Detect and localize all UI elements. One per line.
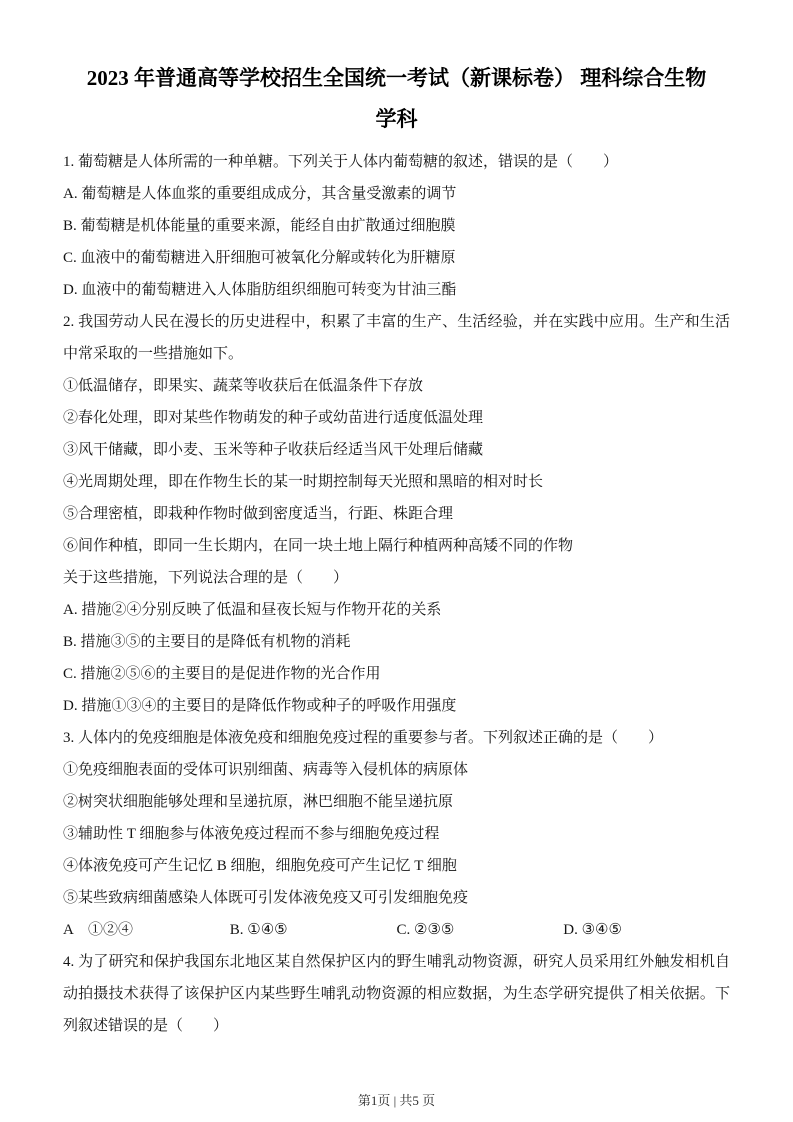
question-2-stem: 2. 我国劳动人民在漫长的历史进程中，积累了丰富的生产、生活经验，并在实践中应用。生产和生活中常采取的一些措施如下。: [63, 314, 730, 362]
question-1-option-a: A. 葡萄糖是人体血浆的重要组成成分，其含量受激素的调节: [63, 186, 457, 202]
question-1-stem: 1. 葡萄糖是人体所需的一种单糖。下列关于人体内葡萄糖的叙述，错误的是（ ）: [63, 154, 619, 170]
question-2-measure-6: ⑥间作种植，即同一生长期内，在同一块土地上隔行种植两种高矮不同的作物: [63, 538, 574, 554]
question-2-measure-5: ⑤合理密植，即栽种作物时做到密度适当，行距、株距合理: [63, 506, 454, 522]
page-number-text: 第1页 | 共5 页: [357, 1093, 436, 1108]
question-3-stem: 3. 人体内的免疫细胞是体液免疫和细胞免疫过程的重要参与者。下列叙述正确的是（ ）: [63, 730, 664, 746]
question-2-prompt: 关于这些措施，下列说法合理的是（ ）: [63, 570, 349, 586]
question-2-measure-2: ②春化处理，即对某些作物萌发的种子或幼苗进行适度低温处理: [63, 410, 484, 426]
page-title: [48, 58, 745, 140]
page-title-line-2: 学科: [375, 107, 418, 131]
question-3-statement-3: ③辅助性 T 细胞参与体液免疫过程而不参与细胞免疫过程: [63, 826, 440, 842]
question-list: [63, 146, 730, 1042]
question-2-measure-4: ④光周期处理，即在作物生长的某一时期控制每天光照和黑暗的相对时长: [63, 474, 544, 490]
question-3-option-a: A ①②④: [63, 922, 134, 938]
question-1-option-c: C. 血液中的葡萄糖进入肝细胞可被氧化分解或转化为肝糖原: [63, 250, 456, 266]
question-2-measure-3: ③风干储藏，即小麦、玉米等种子收获后经适当风干处理后储藏: [63, 442, 484, 458]
question-2-option-c: C. 措施②⑤⑥的主要目的是促进作物的光合作用: [63, 666, 381, 682]
question-1-option-d: D. 血液中的葡萄糖进入人体脂肪组织细胞可转变为甘油三酯: [63, 282, 457, 298]
question-3-option-c: C. ②③⑤: [396, 922, 455, 938]
question-2-option-d: D. 措施①③④的主要目的是降低作物或种子的呼吸作用强度: [63, 698, 457, 714]
page-title-line-1: 2023 年普通高等学校招生全国统一考试（新课标卷） 理科综合生物: [86, 66, 707, 90]
question-3-statement-1: ①免疫细胞表面的受体可识别细菌、病毒等入侵机体的病原体: [63, 762, 469, 778]
question-2-option-a: A. 措施②④分别反映了低温和昼夜长短与作物开花的关系: [63, 602, 442, 618]
question-3-statement-4: ④体液免疫可产生记忆 B 细胞，细胞免疫可产生记忆 T 细胞: [63, 858, 457, 874]
question-3-statement-5: ⑤某些致病细菌感染人体既可引发体液免疫又可引发细胞免疫: [63, 890, 469, 906]
question-3-options-row: [63, 914, 730, 946]
page-footer: [0, 1092, 793, 1110]
question-3-option-d: D. ③④⑤: [563, 922, 622, 938]
question-1-option-b: B. 葡萄糖是机体能量的重要来源，能经自由扩散通过细胞膜: [63, 218, 456, 234]
question-3-option-b: B. ①④⑤: [229, 922, 288, 938]
question-2-measure-1: ①低温储存，即果实、蔬菜等收获后在低温条件下存放: [63, 378, 424, 394]
question-2-option-b: B. 措施③⑤的主要目的是降低有机物的消耗: [63, 634, 351, 650]
question-3-statement-2: ②树突状细胞能够处理和呈递抗原，淋巴细胞不能呈递抗原: [63, 794, 454, 810]
question-4-stem: 4. 为了研究和保护我国东北地区某自然保护区内的野生哺乳动物资源，研究人员采用红外触发相机自动拍摄技术获得了该保护区内某些野生哺乳动物资源的相应数据，为生态学研究提供了相关依据。下列叙述错误的是（ ）: [63, 954, 730, 1034]
